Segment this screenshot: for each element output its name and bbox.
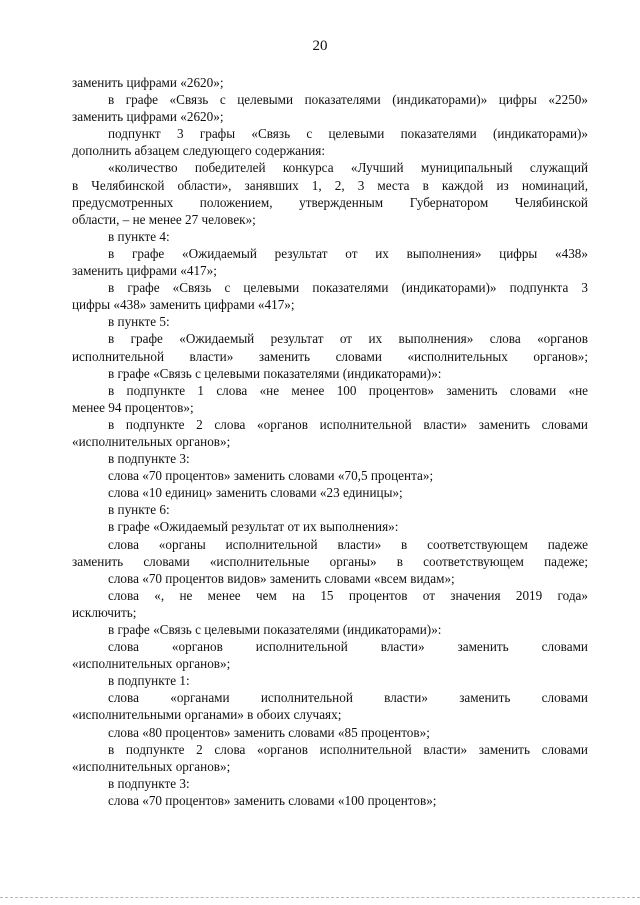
text-line: в подпункте 3:	[108, 451, 190, 467]
text-line: исполнительной власти» заменить словами «исполнительных органов»;	[72, 348, 588, 364]
page-edge-divider	[0, 897, 640, 898]
text-line: подпункт 3 графы «Связь с целевыми показателями (индикаторами)»	[108, 126, 588, 142]
text-line: слова «10 единиц» заменить словами «23 единицы»;	[108, 485, 403, 501]
text-line: в пункте 4:	[108, 228, 170, 244]
text-line: в Челябинской области», занявших 1, 2, 3 места в каждой из номинаций,	[72, 177, 588, 193]
text-line: предусмотренных положением, утвержденным Губернатором Челябинской	[72, 194, 588, 210]
text-line: в графе «Связь с целевыми показателями (индикаторами)»:	[108, 365, 442, 381]
text-line: «исполнительных органов»;	[72, 758, 231, 774]
text-line: в подпункте 2 слова «органов исполнительной власти» заменить словами	[108, 741, 588, 757]
text-line: исключить;	[72, 604, 137, 620]
text-line: слова «70 процентов видов» заменить словами «всем видам»;	[108, 570, 455, 586]
text-line: слова «органами исполнительной власти» заменить словами	[108, 690, 588, 706]
text-line: в графе «Ожидаемый результат от их выполнения» слова «органов	[108, 331, 588, 347]
text-line: в графе «Связь с целевыми показателями (индикаторами)»:	[108, 622, 442, 637]
text-line: дополнить абзацем следующего содержания:	[72, 143, 326, 159]
text-line: в графе «Ожидаемый результат от их выполнения» цифры «438»	[108, 245, 588, 261]
text-line: «количество победителей конкурса «Лучший муниципальный служащий	[108, 160, 588, 176]
text-line: в пункте 6:	[108, 502, 170, 518]
text-line: в пункте 5:	[108, 314, 170, 330]
text-line: области, – не менее 27 человек»;	[72, 211, 256, 227]
text-line: заменить цифрами «417»;	[72, 263, 217, 279]
text-line: менее 94 процентов»;	[72, 399, 194, 415]
text-line: слова «, не менее чем на 15 процентов от значения 2019 года»	[108, 587, 588, 603]
text-line: «исполнительными органами» в обоих случаях;	[72, 707, 342, 723]
document-body	[72, 74, 588, 809]
text-line: слова «80 процентов» заменить словами «85 процентов»;	[108, 724, 430, 740]
text-line: в подпункте 3:	[108, 775, 190, 791]
text-line: «исполнительных органов»;	[72, 433, 231, 449]
text-line: заменить словами «исполнительные органы» в соответствующем падеже;	[72, 553, 588, 569]
text-line: слова «органы исполнительной власти» в соответствующем падеже	[108, 536, 588, 552]
text-line: в подпункте 2 слова «органов исполнительной власти» заменить словами	[108, 416, 588, 432]
text-line: в подпункте 1:	[108, 673, 190, 689]
text-line: заменить цифрами «2620»;	[72, 75, 224, 90]
text-line: заменить цифрами «2620»;	[72, 109, 224, 125]
text-line: слова «70 процентов» заменить словами «100 процентов»;	[108, 792, 437, 808]
text-line: в графе «Связь с целевыми показателями (индикаторами)» цифры «2250»	[108, 92, 588, 108]
text-line: в графе «Связь с целевыми показателями (индикаторами)» подпункта 3	[108, 280, 588, 296]
text-line: цифры «438» заменить цифрами «417»;	[72, 297, 295, 313]
text-line: «исполнительных органов»;	[72, 656, 231, 672]
text-line: в подпункте 1 слова «не менее 100 процентов» заменить словами «не	[108, 382, 588, 398]
text-line: слова «70 процентов» заменить словами «70,5 процента»;	[108, 468, 434, 484]
page-number: 20	[312, 38, 328, 54]
text-line: в графе «Ожидаемый результат от их выполнения»:	[108, 519, 399, 535]
text-line: слова «органов исполнительной власти» заменить словами	[108, 639, 588, 655]
